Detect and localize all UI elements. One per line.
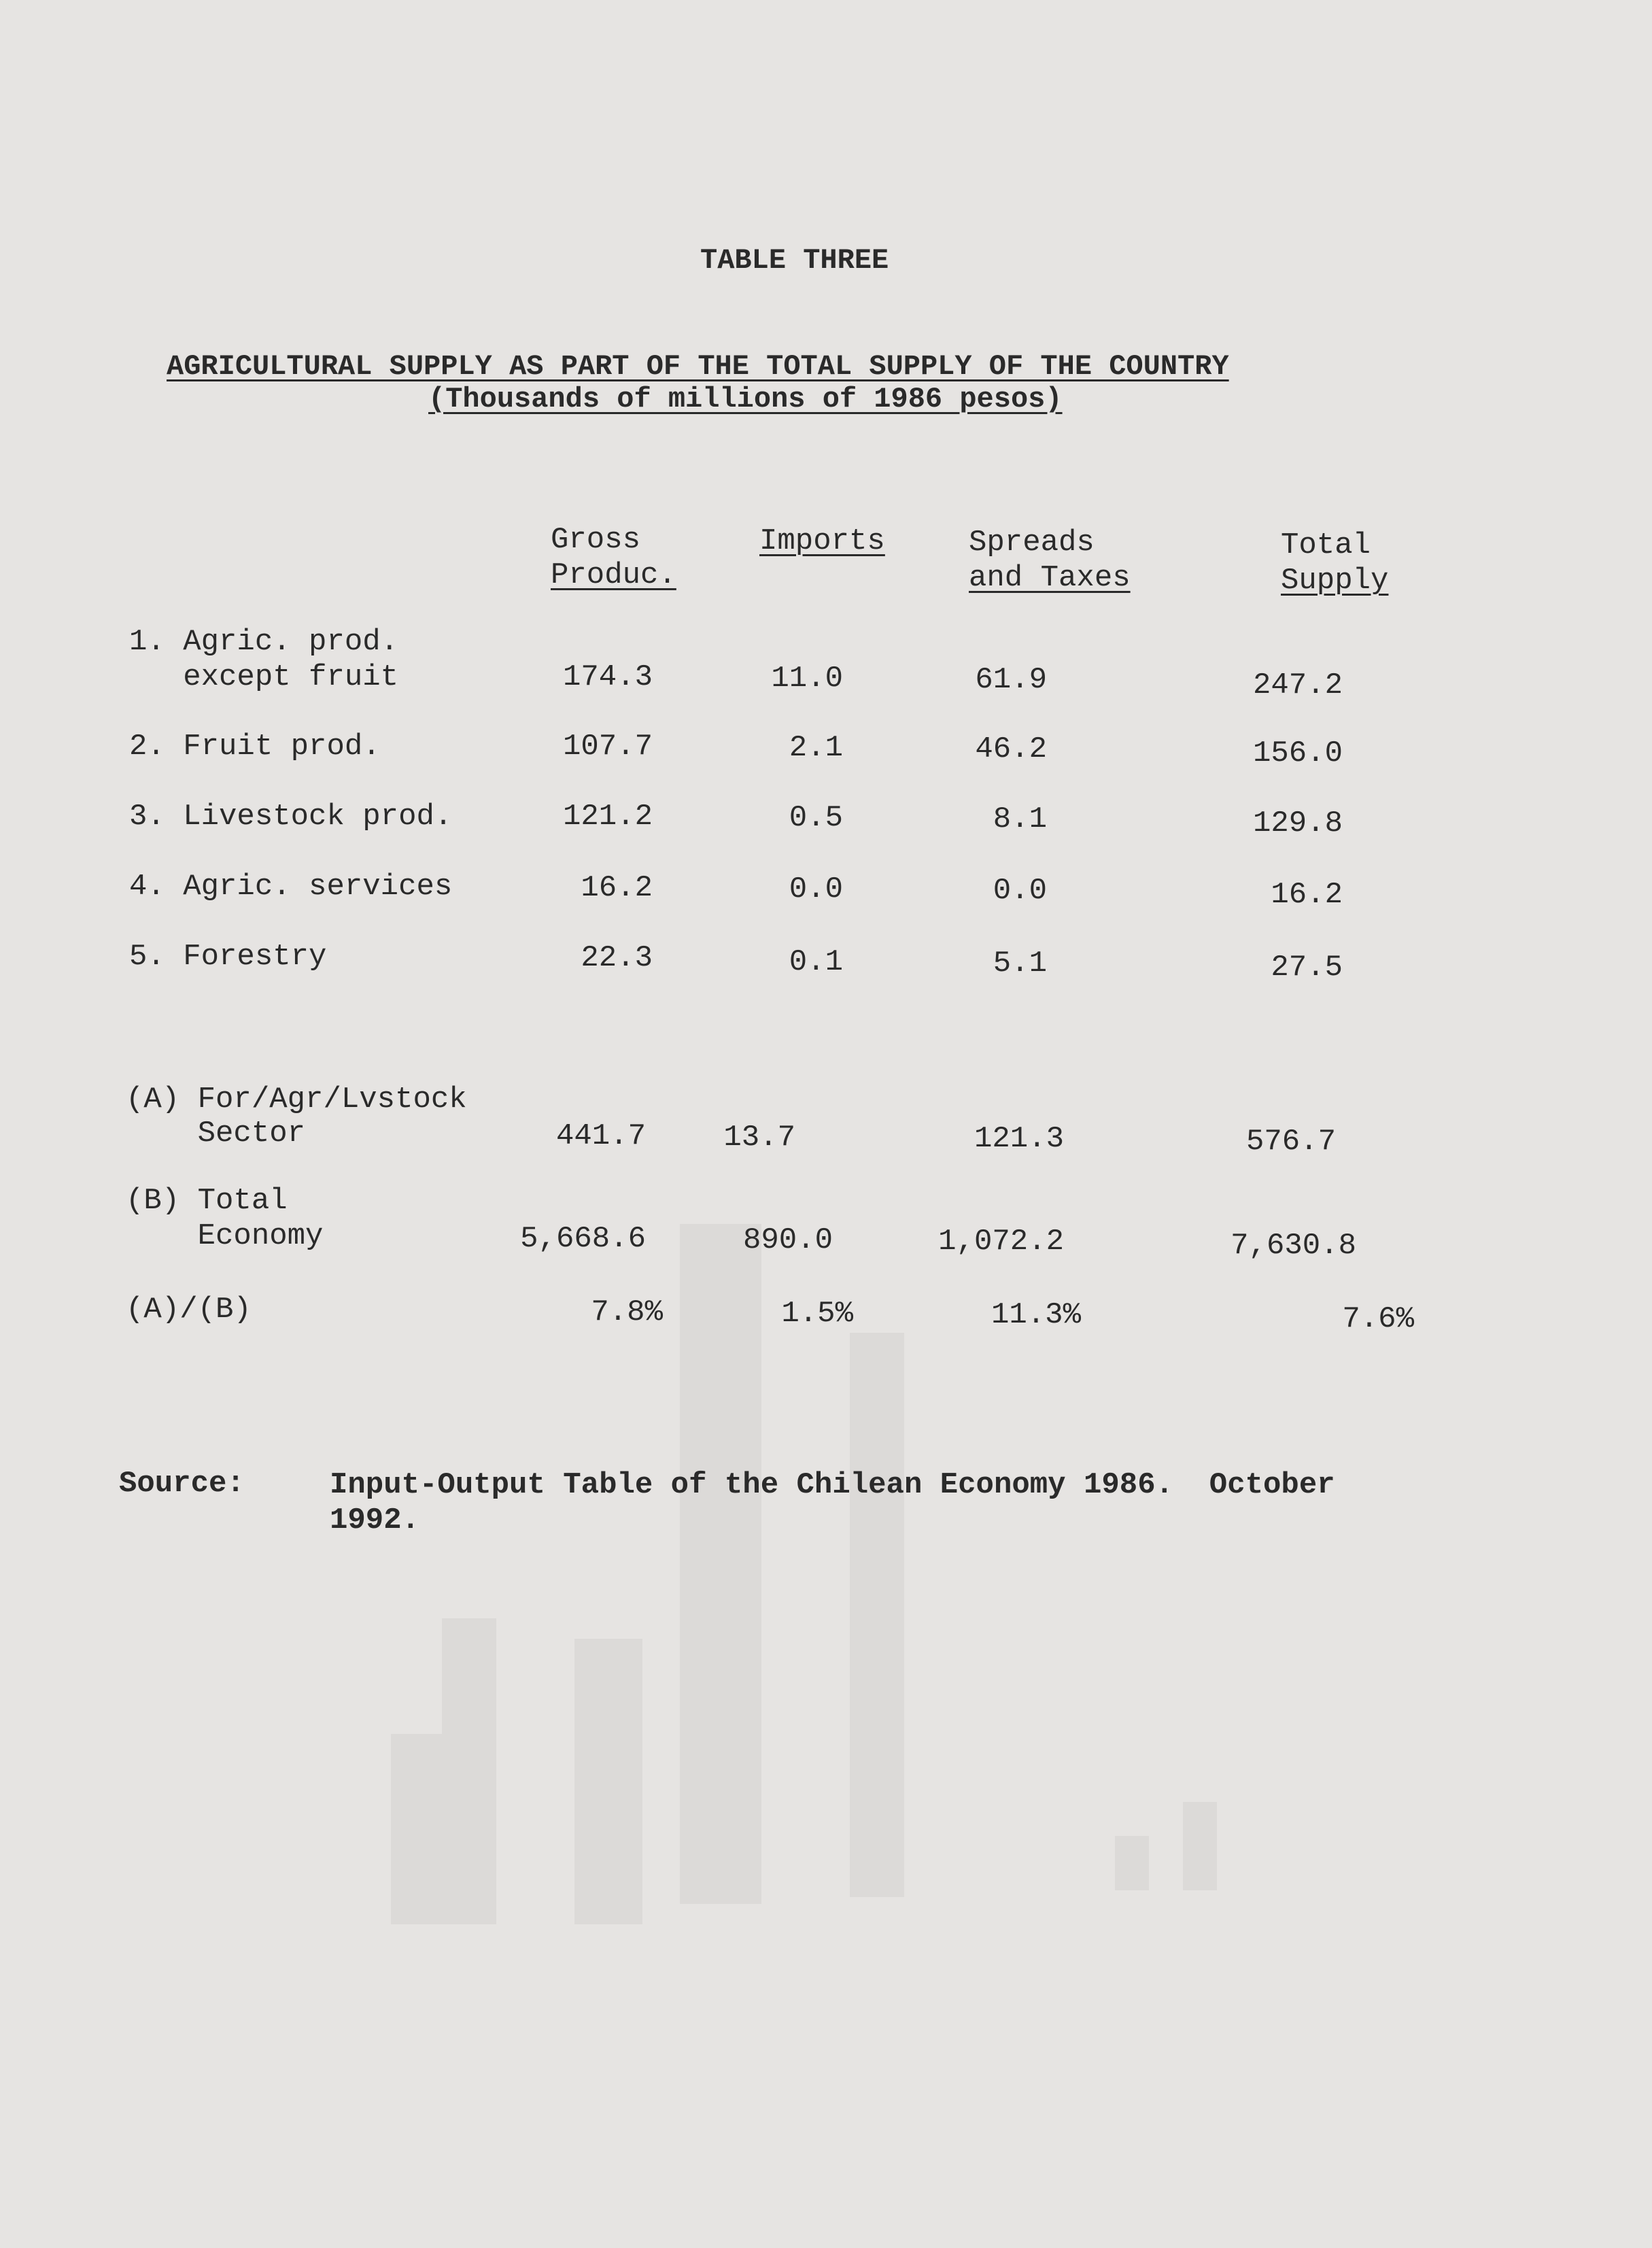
cell-total: 247.2 [1252, 668, 1343, 702]
cell-total: 156.0 [1252, 736, 1343, 770]
cell-imports: 0.1 [789, 945, 843, 979]
show-through-bar [850, 1333, 904, 1897]
summary-imports: 890.0 [742, 1223, 833, 1257]
summary-label: (B) Total [126, 1184, 288, 1218]
page-title: AGRICULTURAL SUPPLY AS PART OF THE TOTAL SUPPLY OF THE COUNTRY [167, 350, 1229, 383]
row-label: 4. Agric. services [129, 870, 453, 904]
header-imports: Imports [759, 524, 885, 558]
cell-imports: 2.1 [789, 731, 843, 765]
source-label: Source: [119, 1467, 245, 1501]
cell-gross: 22.3 [581, 941, 653, 975]
cell-spreads: 5.1 [993, 947, 1047, 981]
summary-spreads: 11.3% [991, 1298, 1081, 1332]
cell-spreads: 61.9 [975, 663, 1047, 697]
summary-total: 7.6% [1342, 1302, 1414, 1336]
row-label: 2. Fruit prod. [129, 730, 381, 764]
table-number: TABLE THREE [700, 244, 889, 277]
summary-label: (A) For/Agr/Lvstock [126, 1083, 467, 1117]
summary-total: 7,630.8 [1231, 1229, 1356, 1263]
cell-gross: 107.7 [562, 730, 653, 764]
header-gross-1: Gross [551, 523, 641, 557]
cell-spreads: 46.2 [975, 732, 1047, 766]
cell-imports: 0.0 [789, 872, 843, 906]
header-gross-2: Produc. [551, 558, 676, 592]
cell-imports: 0.5 [789, 801, 843, 835]
row-label: 1. Agric. prod. [129, 625, 399, 659]
summary-label-cont: Economy [126, 1219, 324, 1253]
cell-total: 27.5 [1271, 951, 1343, 985]
row-label-cont: except fruit [129, 660, 399, 694]
source-text-cont: 1992. [330, 1503, 420, 1537]
summary-label: (A)/(B) [126, 1293, 252, 1327]
summary-total: 576.7 [1245, 1125, 1336, 1159]
summary-spreads: 121.3 [974, 1122, 1064, 1156]
cell-total: 16.2 [1271, 878, 1343, 912]
cell-total: 129.8 [1252, 806, 1343, 840]
show-through-bar [1183, 1802, 1217, 1890]
cell-imports: 11.0 [771, 662, 843, 696]
header-spreads-2: and Taxes [969, 561, 1131, 595]
show-through-bar [1115, 1836, 1149, 1890]
cell-gross: 121.2 [562, 800, 653, 834]
row-label: 3. Livestock prod. [129, 800, 453, 834]
cell-gross: 16.2 [581, 871, 653, 905]
cell-gross: 174.3 [562, 660, 653, 694]
header-total-1: Total [1281, 528, 1371, 562]
summary-label-cont: Sector [126, 1117, 306, 1151]
header-total-2: Supply [1281, 564, 1389, 598]
summary-spreads: 1,072.2 [938, 1225, 1064, 1259]
header-spreads-1: Spreads [969, 526, 1095, 560]
row-label: 5. Forestry [129, 940, 327, 974]
summary-imports: 1.5% [781, 1297, 853, 1331]
show-through-bar [574, 1639, 642, 1924]
cell-spreads: 8.1 [993, 802, 1047, 836]
summary-gross: 7.8% [591, 1295, 663, 1329]
summary-imports: 13.7 [723, 1121, 795, 1155]
page-subtitle: (Thousands of millions of 1986 pesos) [428, 383, 1063, 415]
summary-gross: 5,668.6 [520, 1222, 646, 1256]
show-through-bar [442, 1618, 496, 1924]
source-text: Input-Output Table of the Chilean Economy 1986. October [330, 1468, 1335, 1502]
summary-gross: 441.7 [555, 1119, 646, 1153]
cell-spreads: 0.0 [993, 874, 1047, 908]
